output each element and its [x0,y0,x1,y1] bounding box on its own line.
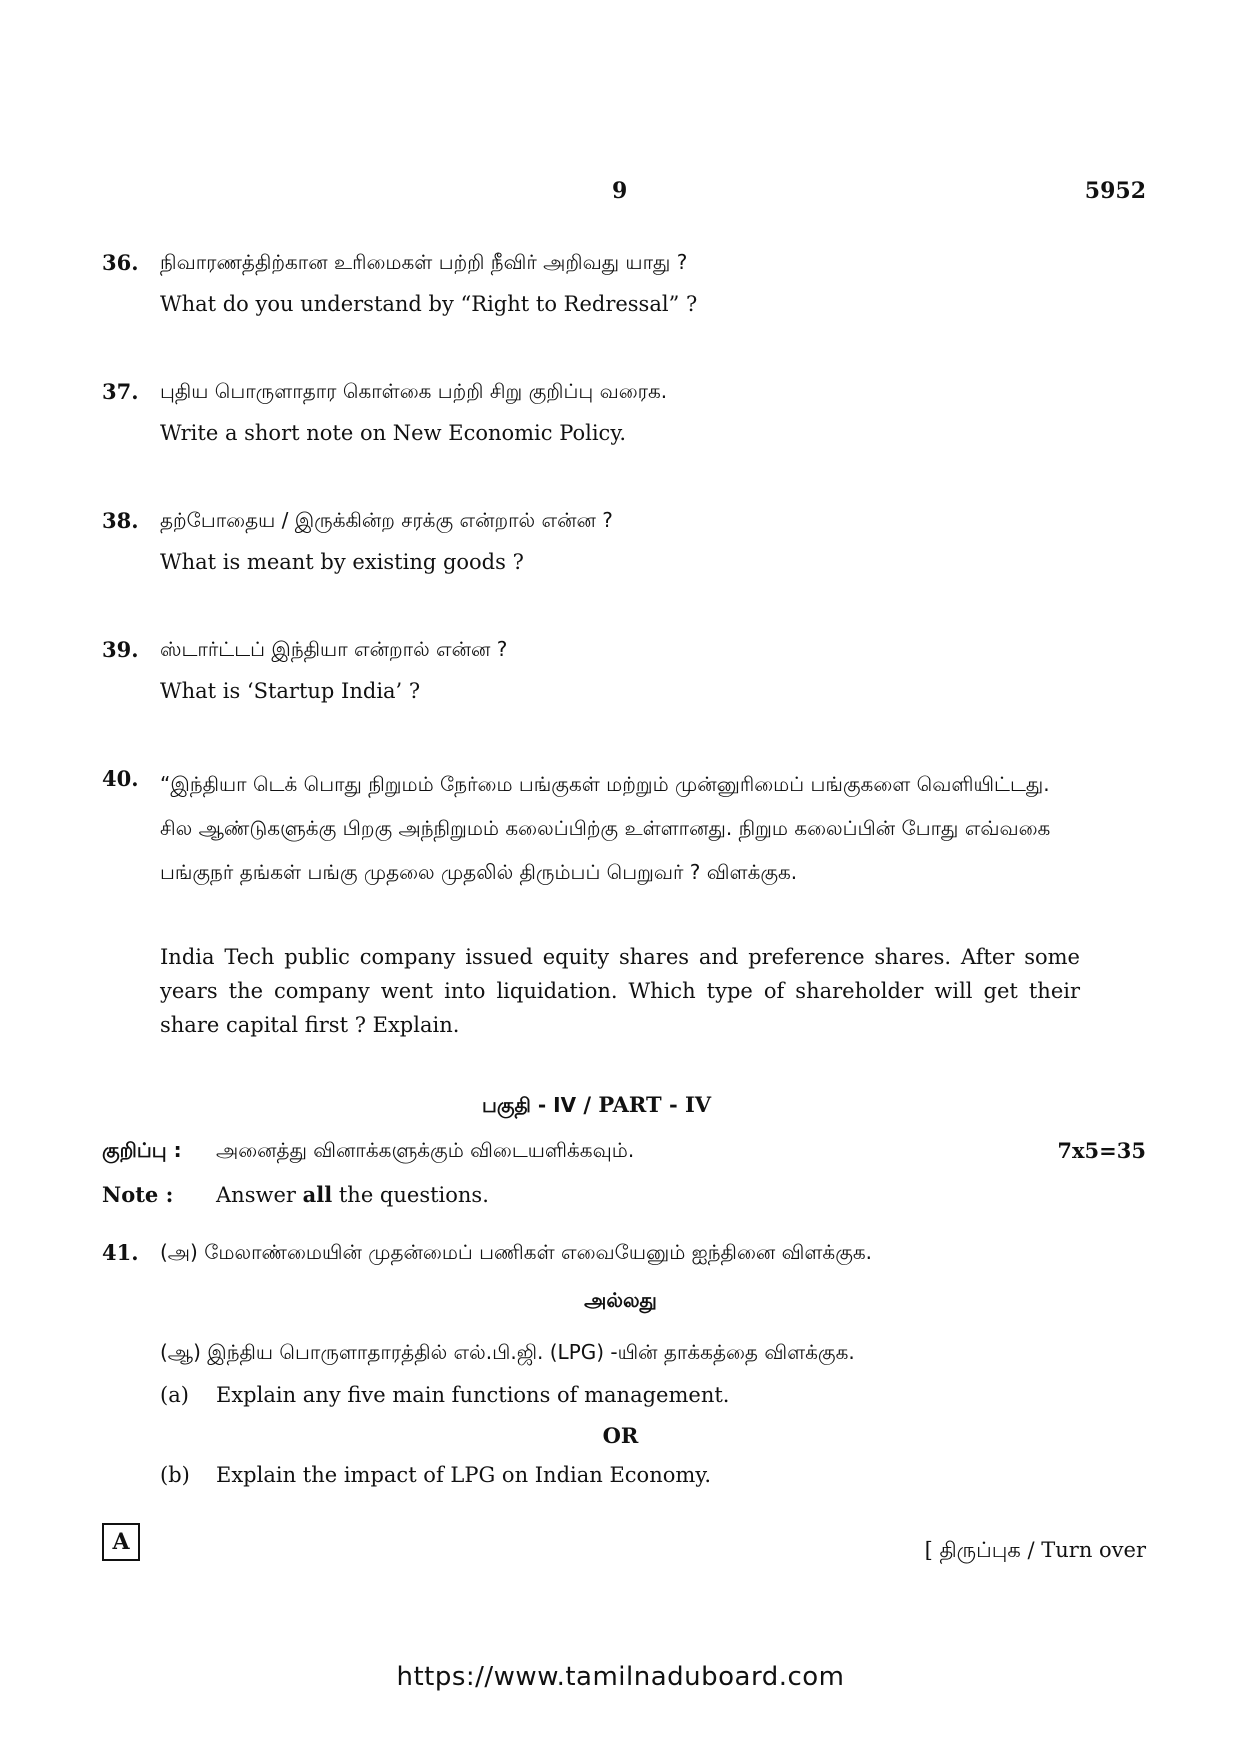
question-38-english: What is meant by existing goods ? [160,550,524,574]
question-number-37: 37. [102,379,139,404]
question-number-38: 38. [102,508,139,533]
note-text-before: Answer [216,1183,296,1207]
question-40-tamil: “இந்தியா டெக் பொது நிறுமம் நேர்மை பங்குகள் மற்றும் முன்னுரிமைப் பங்குகளை வெளியிட்டது. சில ஆண்டுகளுக்கு பிறகு அந்நிறுமம் கலைப்பிற்கு உள்ளானது. நிறும கலைப்பின் போது எவ்வகை பங்குநர் தங்கள் பங்கு முதலை முதலில் திரும்பப் பெறுவர் ? விளக்குக. [160,772,1051,884]
part-heading-english: PART - IV [598,1092,712,1117]
question-number-36: 36. [102,250,139,275]
marks-allocation: 7x5=35 [1057,1138,1146,1163]
part-heading-tamil: பகுதி - IV [482,1093,577,1117]
note-label-english: Note : [102,1182,174,1207]
paper-code: 5952 [1084,178,1146,204]
page-number: 9 [612,178,628,204]
booklet-code-box: A [102,1523,140,1561]
question-36-tamil: நிவாரணத்திற்கான உரிமைகள் பற்றி நீவிர் அறிவது யாது ? [160,250,688,274]
question-number-41: 41. [102,1240,139,1265]
question-number-39: 39. [102,637,139,662]
question-37-english: Write a short note on New Economic Policy. [160,421,627,445]
question-41-english-b-label: (b) [160,1463,190,1487]
note-label-tamil: குறிப்பு : [102,1138,182,1162]
source-url[interactable]: https://www.tamilnaduboard.com [396,1662,845,1692]
question-38-tamil: தற்போதைய / இருக்கின்ற சரக்கு என்றால் என்ன ? [160,508,613,532]
question-40-english: India Tech public company issued equity shares and preference shares. After some years the company went into liquidation. Which type of shareholder will get their share capital first ? Explain. [160,945,1080,1037]
question-41-tamil-or: அல்லது [584,1288,657,1312]
question-41-tamil-a: (அ) மேலாண்மையின் முதன்மைப் பணிகள் எவையேனும் ஐந்தினை விளக்குக. [160,1240,873,1264]
question-41-english-or: OR [602,1423,639,1448]
question-41-english-b: Explain the impact of LPG on Indian Economy. [216,1463,712,1487]
question-41-tamil-b: (ஆ) இந்திய பொருளாதாரத்தில் எல்.பி.ஜி. (LPG) -யின் தாக்கத்தை விளக்குக. [160,1340,855,1364]
note-text-bold: all [302,1182,333,1207]
question-41-english-a-label: (a) [160,1383,189,1407]
part-heading [482,1092,711,1120]
note-text-english [216,1182,489,1207]
turn-over-note: [ திருப்புக / Turn over [924,1538,1146,1562]
question-36-english: What do you understand by “Right to Redressal” ? [160,292,698,316]
question-41-english-a: Explain any five main functions of management. [216,1383,730,1407]
note-text-after: the questions. [338,1183,489,1207]
question-number-40: 40. [102,766,139,791]
question-37-tamil: புதிய பொருளாதார கொள்கை பற்றி சிறு குறிப்பு வரைக. [160,379,668,403]
question-39-tamil: ஸ்டார்ட்டப் இந்தியா என்றால் என்ன ? [160,637,508,661]
note-text-tamil: அனைத்து வினாக்களுக்கும் விடையளிக்கவும். [216,1138,635,1162]
part-heading-separator: / [583,1092,592,1117]
question-39-english: What is ‘Startup India’ ? [160,679,421,703]
